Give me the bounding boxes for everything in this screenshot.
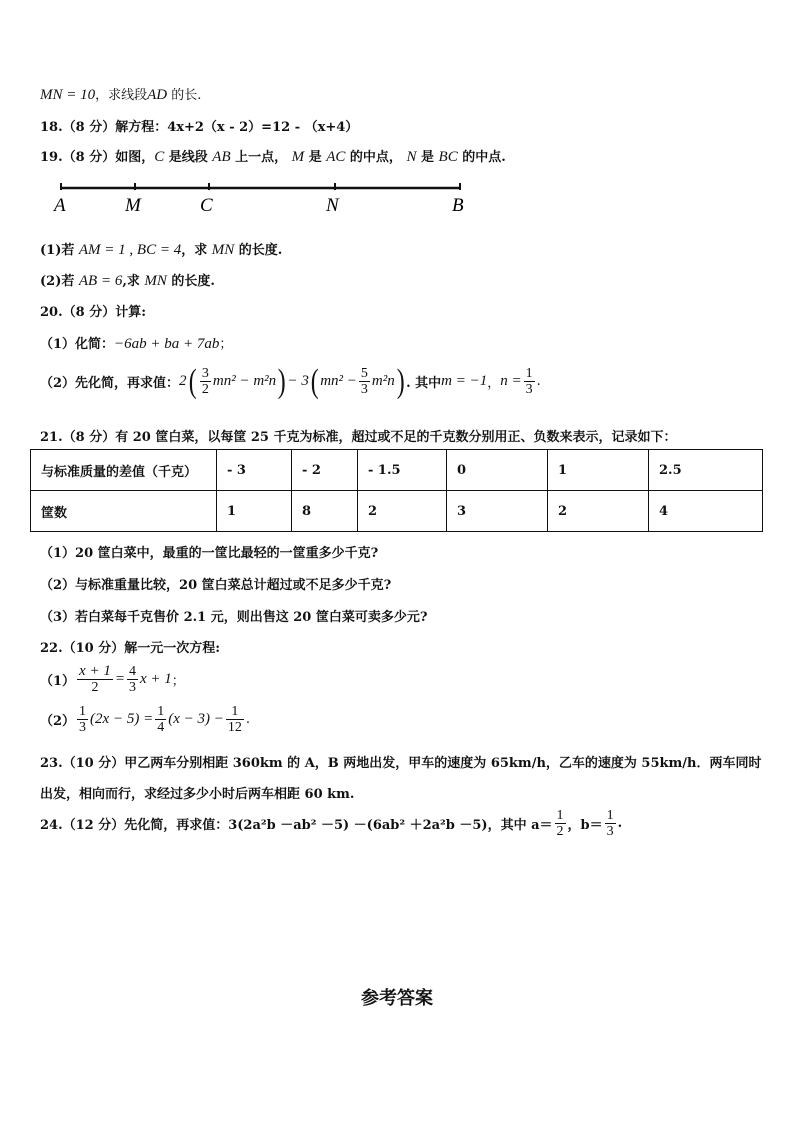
q21-head: 21.（8 分）有 20 筐白菜，以每筐 25 千克为标准，超过或不足的千克数分别用正、负数来表示，记录如下： (40, 430, 677, 445)
equals: = (114, 671, 125, 687)
q20-coef: 2 (179, 373, 187, 389)
table-cell: - 1.5 (358, 450, 447, 491)
segment-diagram (40, 178, 480, 218)
denominator: 4 (157, 720, 165, 735)
q17-tail (40, 84, 201, 104)
q22-s1-tail: x + 1 (139, 671, 172, 687)
fraction (77, 704, 88, 735)
q20-sub1-expr: −6ab + ba + 7ab (114, 336, 220, 352)
q24-head: 24.（12 分）先化简，再求值： (40, 818, 229, 833)
q19-sub1-mid: ，求 (181, 243, 212, 258)
q19-sub1 (40, 239, 282, 259)
q19-sub2-mid: ,求 (122, 274, 145, 289)
q19-point: M (291, 149, 305, 165)
table-cell: - 2 (292, 450, 358, 491)
table-cell: 筐数 (31, 491, 217, 532)
q17-text: ，求线段 (95, 88, 148, 103)
q18-head: 18.（8 分）解方程： (40, 120, 168, 135)
left-paren: ( (188, 362, 197, 400)
q19-text: 是线段 (164, 150, 213, 165)
q21-s1: （1）20 筐白菜中，最重的一筐比最轻的一筐重多少千克? (40, 546, 379, 561)
q23-line1: 23.（10 分）甲乙两车分别相距 360km 的 A，B 两地出发，甲车的速度为 65km/h，乙车的速度为 55km/h．两车同时 (40, 756, 762, 771)
q20-sep: ， (487, 376, 501, 391)
answer-title: 参考答案 (361, 988, 433, 1009)
label-a: A (54, 195, 66, 216)
q17-expr: MN = 10 (40, 87, 96, 103)
q20-term: mn² − (320, 373, 357, 389)
q24-end: . (617, 816, 623, 831)
right-paren: ) (277, 362, 286, 400)
q20-sub1-head: （1）化简： (40, 337, 115, 352)
numerator: 5 (360, 366, 368, 381)
q22-s2-term: (2x − 5) = (90, 711, 154, 727)
denominator: 2 (556, 824, 564, 839)
fraction (524, 366, 535, 397)
fraction (200, 366, 211, 397)
left-paren: ( (310, 362, 319, 400)
denominator: 3 (79, 720, 87, 735)
q19-segment: AB (212, 149, 231, 165)
q20-term: mn² − m²n (212, 373, 277, 389)
q20-sub1 (40, 333, 232, 353)
q19-sub1-end: 的长度. (234, 243, 283, 258)
q22-s1-head: （1） (40, 674, 76, 689)
q19-text: 是 (304, 150, 327, 165)
q22-s2-end: . (245, 712, 250, 727)
q22-s1 (40, 664, 185, 695)
numerator: 3 (201, 366, 209, 381)
q19-point: N (406, 149, 417, 165)
denominator: 3 (525, 382, 533, 397)
q23-line2: 出发，相向而行，求经过多少小时后两车相距 60 km. (40, 787, 355, 802)
numerator: 1 (525, 366, 533, 381)
numerator: x + 1 (79, 663, 111, 679)
table-cell: 3 (447, 491, 548, 532)
q20-coef: − 3 (287, 373, 309, 389)
fraction (155, 704, 166, 735)
q17-seg: AD (147, 87, 168, 103)
q19-sub2-head: (2)若 (40, 274, 79, 289)
q20-head: 20.（8 分）计算: (40, 305, 146, 320)
q20-where: . 其中 (406, 376, 442, 391)
q22-s2-term: (x − 3) − (168, 711, 224, 727)
numerator: 1 (556, 808, 564, 823)
table-cell: 与标准质量的差值（千克） (31, 450, 217, 491)
q19-sub2-expr: AB = 6 (78, 273, 123, 289)
weight-table (30, 449, 763, 532)
table-cell: 8 (292, 491, 358, 532)
q24-expr: 3(2a²b －ab² －5) －(6ab² ＋2a²b －5)，其中 a＝ (228, 818, 553, 833)
right-paren: ) (396, 362, 405, 400)
label-c: C (200, 195, 213, 216)
q19-segment: AC (326, 149, 346, 165)
denominator: 3 (360, 382, 368, 397)
numerator: 4 (128, 664, 136, 679)
table-cell: - 3 (217, 450, 292, 491)
q20-term: m²n (371, 373, 395, 389)
q21-s2: （2）与标准重量比较，20 筐白菜总计超过或不足多少千克? (40, 578, 392, 593)
q20-sub1-end: ； (219, 337, 233, 352)
q18 (40, 116, 358, 135)
table-cell: 2.5 (649, 450, 763, 491)
denominator: 2 (201, 382, 209, 397)
q19-sub2-end: 的长度. (166, 274, 215, 289)
fraction (226, 704, 244, 735)
numerator: 1 (606, 808, 614, 823)
label-b: B (452, 195, 464, 216)
q19 (40, 146, 506, 166)
q17-end: 的长. (167, 88, 202, 103)
q19-sub2-ask: MN (144, 273, 167, 289)
table-cell: 2 (358, 491, 447, 532)
numerator: 1 (157, 704, 165, 719)
fraction (555, 808, 566, 839)
denominator: 3 (128, 680, 136, 695)
q22-s2-head: （2） (40, 714, 76, 729)
table-cell: 4 (649, 491, 763, 532)
q19-text: 的中点. (457, 150, 506, 165)
fraction (77, 664, 113, 695)
q19-sub2 (40, 270, 215, 290)
q18-eq: 4x+2（x - 2）=12 - （x+4） (167, 120, 359, 135)
q24-mid: ，b＝ (567, 818, 603, 833)
q20-sub2 (40, 362, 541, 400)
q19-segment: BC (438, 149, 458, 165)
table-row (31, 491, 763, 532)
q19-sub1-expr: AM = 1 , BC = 4 (78, 242, 182, 258)
q20-m-value: m = −1 (441, 373, 488, 389)
label-n: N (326, 195, 339, 216)
q22-s2 (40, 704, 250, 735)
table-cell: 0 (447, 450, 548, 491)
q22-head: 22.（10 分）解一元一次方程: (40, 641, 221, 656)
denominator: 12 (227, 720, 242, 735)
q19-text: 的中点， (345, 150, 407, 165)
q19-head: 19.（8 分）如图， (40, 150, 155, 165)
numerator: 1 (226, 704, 244, 720)
q22-s1-end: ； (171, 674, 185, 689)
table-cell: 1 (217, 491, 292, 532)
q21-s3: （3）若白菜每千克售价 2.1 元，则出售这 20 筐白菜可卖多少元? (40, 610, 428, 625)
fraction (605, 808, 616, 839)
table-cell: 1 (548, 450, 649, 491)
table-row (31, 450, 763, 491)
denominator: 2 (91, 680, 99, 695)
q19-text: 是 (416, 150, 439, 165)
q20-end: . (536, 374, 541, 389)
q20-sub2-head: （2）先化简，再求值： (40, 376, 180, 391)
numerator: 1 (79, 704, 87, 719)
fraction (127, 664, 138, 695)
q24 (40, 808, 622, 839)
table-cell: 2 (548, 491, 649, 532)
q19-text: 上一点， (230, 150, 292, 165)
label-m: M (125, 195, 141, 216)
q19-sub1-head: (1)若 (40, 243, 79, 258)
denominator: 3 (606, 824, 614, 839)
q19-sub1-ask: MN (211, 242, 235, 258)
fraction (359, 366, 370, 397)
q19-point: C (154, 149, 165, 165)
q20-n-var: n = (500, 373, 522, 389)
